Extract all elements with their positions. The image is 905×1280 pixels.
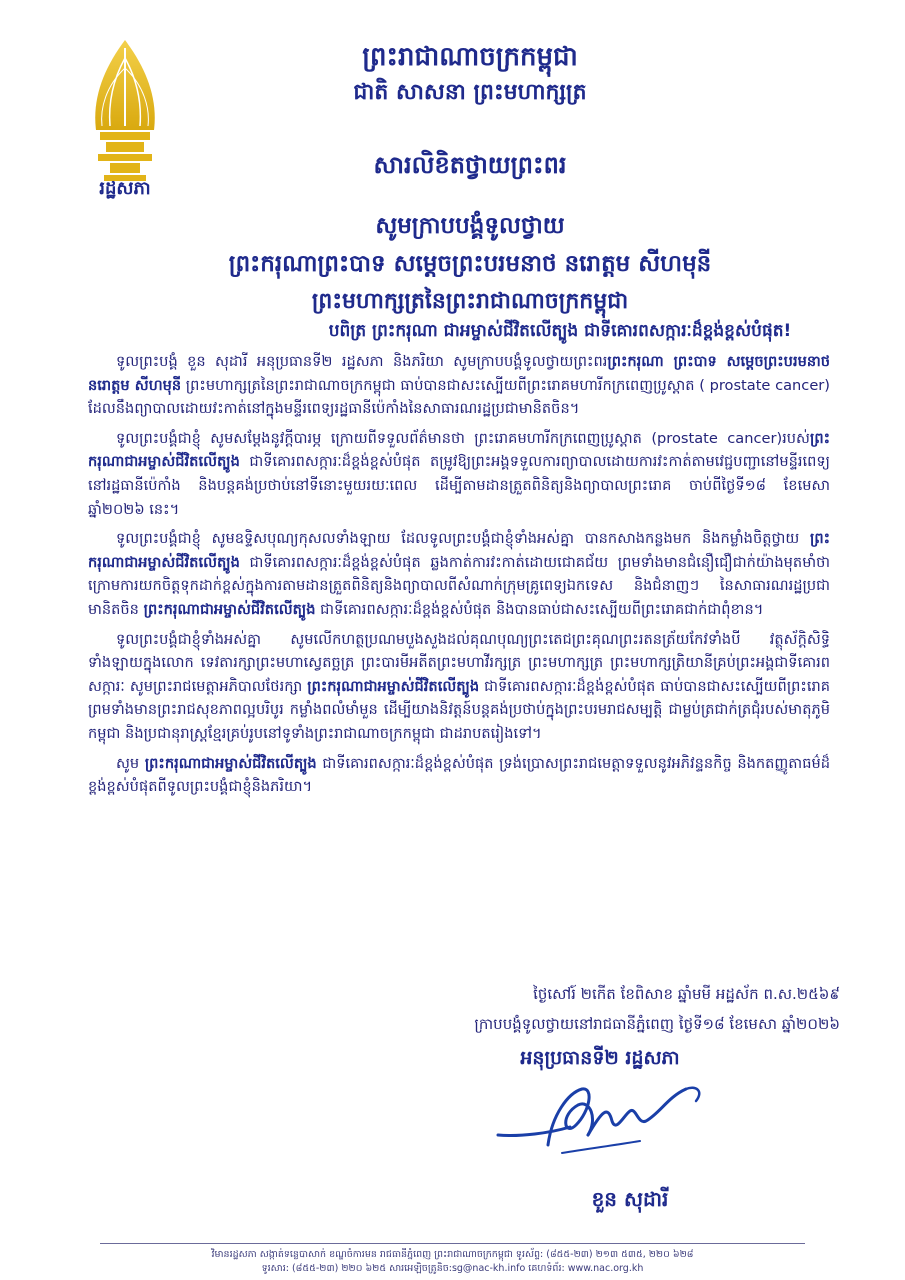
paragraph-5-text-c: ជាទីគោរពសក្ការៈដ៏ខ្ពង់ខ្ពស់បំផុត ទ្រង់ប្រោសព្រះរាជមេត្តាទទួលនូវអភិវន្ទនកិច្ច និងកតញ្ញូតាធម៌ដ៏ខ្ពង់ខ្ពស់បំផុតពីទូលព្រះបង្គំជាខ្ញុំនិងភរិយា។ bbox=[88, 754, 830, 796]
logo-caption: រដ្ឋសភា bbox=[99, 178, 151, 199]
paragraph-1-king-title: ព្រះករុណា ព្រះបាទ សម្តេចព្រះបរមនាថ នរោត្តម សីហមុនី bbox=[88, 353, 831, 394]
footer-divider bbox=[100, 1243, 805, 1244]
salutation-line-3: ព្រះមហាក្សត្រនៃព្រះរាជាណាចក្រកម្ពុជា bbox=[311, 289, 629, 314]
paragraph-1-text-a: ទូលព្រះបង្គំ ខួន សុដារី អនុប្រធានទី២ រដ្ឋសភា និងភរិយា សូមក្រាបបង្គំទូលថ្វាយព្រះពរ bbox=[116, 353, 608, 370]
signer-title: អនុប្រធានទី២ រដ្ឋសភា bbox=[520, 1047, 680, 1069]
paragraph-3-king-title-2: ព្រះករុណាជាអម្ចាស់ជីវិតលើត្បូង bbox=[143, 600, 316, 618]
salutation-line-1: សូមក្រាបបង្គំទូលថ្វាយ bbox=[375, 213, 565, 239]
paragraph-4-king-title: ព្រះករុណាជាអម្ចាស់ជីវិតលើត្បូង bbox=[307, 677, 480, 695]
salutation-line-4: បពិត្រ ព្រះករុណា ជាអម្ចាស់ជីវិតលើត្បូង ជាទីគោរពសក្ការៈដ៏ខ្ពង់ខ្ពស់បំផុត! bbox=[328, 321, 792, 341]
paragraph-5 bbox=[88, 752, 830, 799]
handwritten-signature-icon bbox=[490, 1075, 720, 1165]
letter-body bbox=[88, 350, 830, 805]
paragraph-2 bbox=[88, 427, 830, 521]
footer-contact: ទូរសារ: (៨៥៥-២៣) ២២០ ៦២៥ សារអេឡិចត្រូនិច:sg@nac-kh.info គេហទំព័រ: www.nac.org.kh bbox=[261, 1263, 644, 1274]
paragraph-3-king-title: ព្រះករុណាជាអម្ចាស់ជីវិតលើត្បូង bbox=[88, 530, 830, 571]
paragraph-3-text-c: ជាទីគោរពសក្ការៈដ៏ខ្ពង់ខ្ពស់បំផុត ឆ្លងកាត់ការវះកាត់ដោយជោគជ័យ ព្រមទាំងមានជំនឿជឿជាក់យ៉ាងមុតមាំថា ក្រោមការយកចិត្តទុកដាក់ខ្ពស់ក្នុងការតាមដានត្រួតពិនិត្យនិងព្យាបាលពីសំណាក់ក្រុមគ្រូពេទ្យឯកទេស និងជំនាញៗ នៃសាធារណរដ្ឋប្រជាមានិតចិន bbox=[88, 553, 830, 618]
paragraph-1-text-c: ព្រះមហាក្សត្រនៃព្រះរាជាណាចក្រកម្ពុជា ធាប់បានជាសះស្បើយពីព្រះរោគមហារីកក្រពេញប្រូស្តាត ( prostate cancer) ដែលនឹងព្យាបាលដោយវះកាត់នៅក្នុងមន្ទីរពេទ្យរដ្ឋធានីប៉េកាំងនៃសាធារណរដ្ឋប្រជាមានិតចិន។ bbox=[88, 376, 830, 418]
paragraph-2-text-a: ទូលព្រះបង្គំជាខ្ញុំ សូមសម្តែងនូវក្តីបារម្ភ ក្រោយពីទទួលព័ត៌មានថា ព្រះរោគមហារីកក្រពេញប្រូស្តាត (prostate cancer)របស់ bbox=[116, 429, 810, 447]
national-assembly-emblem-icon bbox=[70, 38, 180, 198]
paragraph-4 bbox=[88, 628, 830, 746]
paragraph-2-text-c: ជាទីគោរពសក្ការៈដ៏ខ្ពង់ខ្ពស់បំផុត តម្រូវឱ្យព្រះអង្គទទួលការព្យាបាលដោយការវះកាត់តាមវេជ្ជបញ្ជានៅមន្ទីរពេទ្យនៅរដ្ឋធានីប៉េកាំង និងបន្តគង់ប្រថាប់នៅទីនោះមួយរយៈពេល ដើម្បីតាមដានត្រួតពិនិត្យនិងព្យាបាលព្រះរោគ ចាប់ពីថ្ងៃទី១៨ ខែមេសា ឆ្នាំ២០២៦ នេះ។ bbox=[88, 453, 830, 518]
signer-name: ខួន សុដារី bbox=[591, 1187, 669, 1211]
paragraph-3 bbox=[88, 527, 830, 621]
document-title: សារលិខិតថ្វាយព្រះពរ bbox=[373, 151, 567, 179]
solar-date-place: ក្រាបបង្គំទូលថ្វាយនៅរាជធានីភ្នំពេញ ថ្ងៃទី១៨ ខែមេសា ឆ្នាំ២០២៦ bbox=[474, 1015, 840, 1033]
paragraph-1 bbox=[88, 350, 830, 421]
paragraph-3-text-e: ជាទីគោរពសក្ការៈដ៏ខ្ពង់ខ្ពស់បំផុត និងបានធាប់ជាសះស្បើយពីព្រះរោគជាក់ជាពុំខាន។ bbox=[315, 600, 764, 618]
salutation-line-2: ព្រះករុណាព្រះបាទ សម្តេចព្រះបរមនាថ នរោត្តម សីហមុនី bbox=[228, 251, 712, 277]
paragraph-3-text-a: ទូលព្រះបង្គំជាខ្ញុំ សូមឧទ្ទិសបុណ្យកុសលទាំងឡាយ ដែលទូលព្រះបង្គំជាខ្ញុំទាំងអស់គ្នា បានកសាងកន្លងមក និងកម្លាំងចិត្តថ្វាយ bbox=[116, 530, 810, 548]
paragraph-5-text-a: សូម bbox=[116, 754, 145, 772]
national-motto: ជាតិ សាសនា ព្រះមហាក្សត្រ bbox=[353, 80, 587, 105]
paragraph-4-text-a: ទូលព្រះបង្គំជាខ្ញុំទាំងអស់គ្នា សូមលើកហត្ថប្រណមបួងសួងដល់គុណបុណ្យព្រះតេជព្រះគុណព្រះរតនត្រ័យកែវទាំងបី វត្ថុស័ក្តិសិទ្ធិទាំងឡាយក្នុងលោក ទេវតារក្សាព្រះមហាស្វេតច្ឆត្រ ព្រះបារមីអតីតព្រះមហាវីរក្សត្រ ព្រះមហាក្សត្រ ព្រះមហាក្សត្រិយានីគ្រប់ព្រះអង្គជាទីគោរពសក្ការៈ សូមព្រះរាជមេត្តាអភិបាលថែរក្សា bbox=[88, 630, 830, 695]
lunar-date: ថ្ងៃសៅរ៍ ២កើត ខែពិសាខ ឆ្នាំមមី អដ្ឋស័ក ព.ស.២៥៦៩ bbox=[533, 985, 840, 1003]
paragraph-5-king-title: ព្រះករុណាជាអម្ចាស់ជីវិតលើត្បូង bbox=[144, 754, 317, 772]
footer-address: វិមានរដ្ឋសភា សង្កាត់ទន្លេបាសាក់ ខណ្ឌចំការមន រាជធានីភ្នំពេញ ព្រះរាជាណាចក្រកម្ពុជា ទូរស័ព្ទ: (៨៥៥-២៣) ២១៣ ៥៣៥, ២២០ ៦២៨ bbox=[211, 1249, 694, 1260]
paragraph-2-king-title: ព្រះករុណាជាអម្ចាស់ជីវិតលើត្បូង bbox=[88, 429, 830, 471]
kingdom-heading: ព្រះរាជាណាចក្រកម្ពុជា bbox=[362, 42, 578, 72]
paragraph-4-text-c: ជាទីគោរពសក្ការៈដ៏ខ្ពង់ខ្ពស់បំផុត ធាប់បានជាសះស្បើយពីព្រះរោគ ព្រមទាំងមានព្រះរាជសុខភាពល្អបរិបូរ កម្លាំងពលំមាំមួន ដើម្បីយាងនិវត្តន៍បន្តគង់ប្រថាប់ក្នុងព្រះបរមរាជសម្បត្តិ ជាម្លប់ត្រជាក់ត្រជុំរបស់មាតុភូមិកម្ពុជា និងប្រជានុរាស្ត្រខ្មែរគ្រប់រូបនៅទូទាំងព្រះរាជាណាចក្រកម្ពុជា ជាដរាបតរៀងទៅ។ bbox=[88, 677, 831, 742]
